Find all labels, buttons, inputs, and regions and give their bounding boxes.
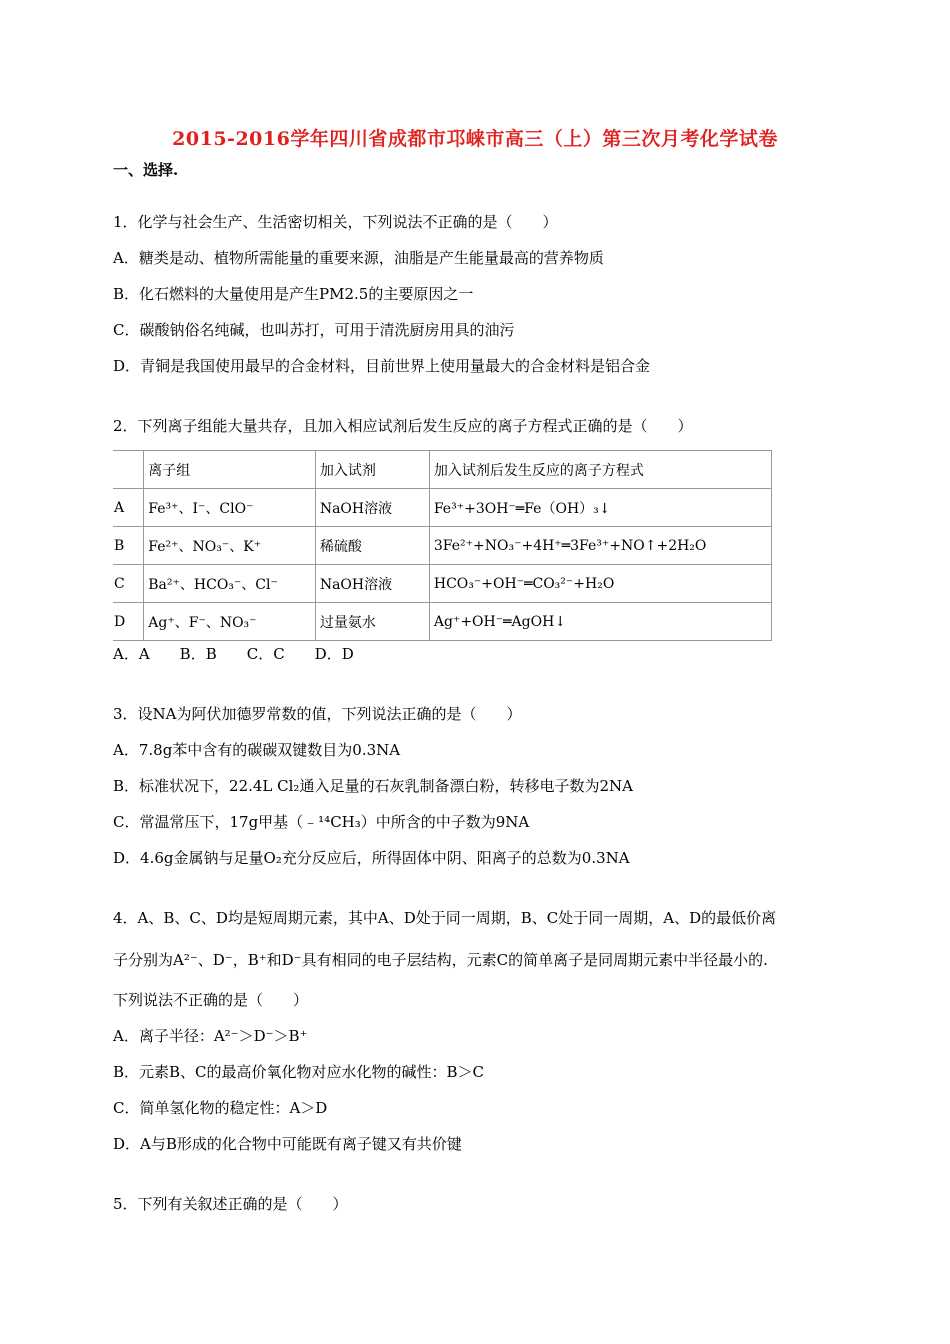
table-row — [113, 489, 772, 527]
ionic-equation: 3Fe²⁺+NO₃⁻+4H⁺═3Fe³⁺+NO↑+2H₂O — [429, 527, 771, 565]
q3-option-d: D．4.6g金属钠与足量O₂充分反应后，所得固体中阴、阳离子的总数为0.3NA — [113, 849, 630, 867]
row-label: A — [113, 489, 144, 527]
q1-stem: 1．化学与社会生产、生活密切相关，下列说法不正确的是（ ） — [113, 213, 558, 231]
q1-option-d: D．青铜是我国使用最早的合金材料，目前世界上使用量最大的合金材料是铝合金 — [113, 357, 651, 375]
q2-table — [113, 450, 772, 641]
ionic-equation: Ag⁺+OH⁻═AgOH↓ — [429, 603, 771, 641]
q1-option-c: C．碳酸钠俗名纯碱，也叫苏打，可用于清洗厨房用具的油污 — [113, 321, 515, 339]
reagent: NaOH溶液 — [315, 489, 429, 527]
table-row — [113, 527, 772, 565]
reagent: 稀硫酸 — [315, 527, 429, 565]
reagent: 过量氨水 — [315, 603, 429, 641]
ionic-equation: Fe³⁺+3OH⁻═Fe（OH）₃↓ — [429, 489, 771, 527]
q4-stem-line3: 下列说法不正确的是（ ） — [113, 991, 309, 1009]
ion-group: Fe²⁺、NO₃⁻、K⁺ — [144, 527, 316, 565]
q1-option-b: B．化石燃料的大量使用是产生PM2.5的主要原因之一 — [113, 285, 474, 303]
table-header-cell: 加入试剂后发生反应的离子方程式 — [429, 451, 771, 489]
page-title: 2015-2016学年四川省成都市邛崃市高三（上）第三次月考化学试卷 — [172, 128, 778, 150]
q1-option-a: A．糖类是动、植物所需能量的重要来源，油脂是产生能量最高的营养物质 — [113, 249, 604, 267]
q5-stem: 5．下列有关叙述正确的是（ ） — [113, 1195, 348, 1213]
q4-stem-line2: 子分别为A²⁻、D⁻，B⁺和D⁻具有相同的电子层结构，元素C的简单离子是同周期元素中半径最小的. — [113, 951, 768, 969]
q2-stem: 2．下列离子组能大量共存，且加入相应试剂后发生反应的离子方程式正确的是（ ） — [113, 417, 693, 435]
ion-group: Ag⁺、F⁻、NO₃⁻ — [144, 603, 316, 641]
q4-stem-line1: 4．A、B、C、D均是短周期元素，其中A、D处于同一周期，B、C处于同一周期，A、D的最低价离 — [113, 909, 777, 927]
ion-group: Ba²⁺、HCO₃⁻、Cl⁻ — [144, 565, 316, 603]
table-header-cell: 加入试剂 — [315, 451, 429, 489]
q2-options: A．A B．B C．C D．D — [113, 645, 354, 663]
q3-option-b: B．标准状况下，22.4L Cl₂通入足量的石灰乳制备漂白粉，转移电子数为2NA — [113, 777, 633, 795]
row-label: D — [113, 603, 144, 641]
q4-option-d: D．A与B形成的化合物中可能既有离子键又有共价键 — [113, 1135, 462, 1153]
row-label: C — [113, 565, 144, 603]
table-row — [113, 565, 772, 603]
q3-option-a: A．7.8g苯中含有的碳碳双键数目为0.3NA — [113, 741, 401, 759]
table-header-cell: 离子组 — [144, 451, 316, 489]
q4-option-c: C．简单氢化物的稳定性：A＞D — [113, 1099, 328, 1117]
table-row — [113, 603, 772, 641]
q3-option-c: C．常温常压下，17g甲基（﹣¹⁴CH₃）中所含的中子数为9NA — [113, 813, 530, 831]
table-header-cell — [113, 451, 144, 489]
row-label: B — [113, 527, 144, 565]
reagent: NaOH溶液 — [315, 565, 429, 603]
section-heading: 一、选择. — [113, 161, 179, 179]
ion-group: Fe³⁺、I⁻、ClO⁻ — [144, 489, 316, 527]
q4-option-a: A．离子半径：A²⁻＞D⁻＞B⁺ — [113, 1027, 308, 1045]
q4-option-b: B．元素B、C的最高价氧化物对应水化物的碱性：B＞C — [113, 1063, 485, 1081]
table-header-row — [113, 451, 772, 489]
ionic-equation: HCO₃⁻+OH⁻═CO₃²⁻+H₂O — [429, 565, 771, 603]
q3-stem: 3．设NA为阿伏加德罗常数的值，下列说法正确的是（ ） — [113, 705, 522, 723]
